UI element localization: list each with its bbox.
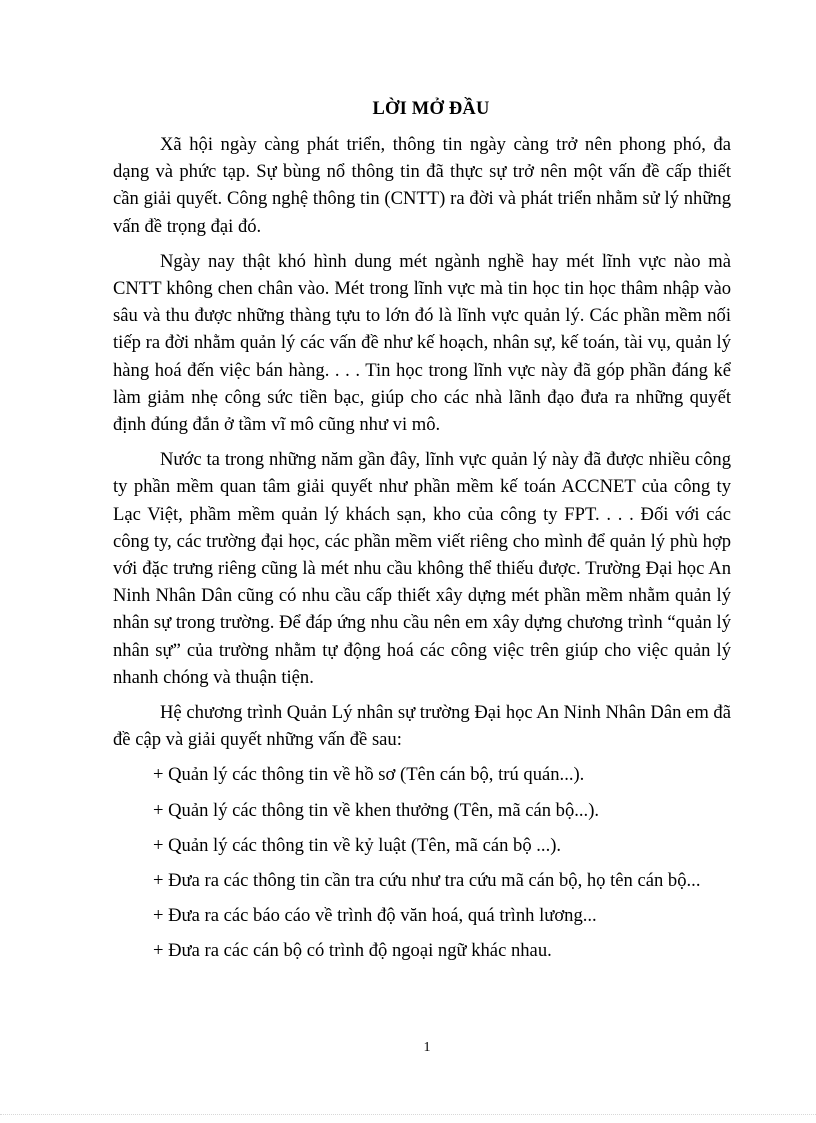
- list-item: + Đưa ra các thông tin cần tra cứu như tra cứu mã cán bộ, họ tên cán bộ...: [153, 870, 701, 892]
- paragraph-intro: Xã hội ngày càng phát triển, thông tin ngày càng trở nên phong phó, đa dạng và phức tạp. Sự bùng nổ thông tin đã thực sự trở nên một vấn đề cấp thiết cần giải quyết. Công nghệ thông tin (CNTT) ra đời và phát triển nhằm sử lý những vấn đề trọng đại đó.: [113, 134, 731, 237]
- feature-list: [113, 761, 731, 964]
- paragraph-program-scope: Hệ chương trình Quản Lý nhân sự trường Đại học An Ninh Nhân Dân em đã đề cập và giải quyết những vấn đề sau:: [113, 702, 731, 751]
- list-item: + Quản lý các thông tin về hồ sơ (Tên cán bộ, trú quán...).: [153, 764, 585, 786]
- page-number: 1: [423, 1040, 431, 1055]
- paragraph-it-in-management: Ngày nay thật khó hình dung mét ngành nghề hay mét lĩnh vực nào mà CNTT không chen chân vào. Mét trong lĩnh vực mà tin học tin học thâm nhập vào sâu và thu được những thàng tựu to lớn đó là lĩnh vực quản lý. Các phần mềm nối tiếp ra đời nhằm quản lý các vấn đề như kế hoạch, nhân sự, kế toán, tài vụ, quản lý hàng hoá đến việc bán hàng. . . . Tin học trong lĩnh vực này đã góp phần đáng kể làm giảm nhẹ công sức tiền bạc, giúp cho các nhà lãnh đạo đưa ra những quyết định đúng đắn ở tầm vĩ mô cũng như vi mô.: [113, 250, 731, 436]
- list-item: + Đưa ra các báo cáo về trình độ văn hoá, quá trình lương...: [153, 905, 597, 927]
- list-item: + Quản lý các thông tin về khen thưởng (Tên, mã cán bộ...).: [153, 799, 600, 821]
- paragraph-software-in-vietnam: Nước ta trong những năm gần đây, lĩnh vực quản lý này đã được nhiều công ty phần mềm quan tâm giải quyết như phần mềm kế toán ACCNET của công ty Lạc Việt, phầm mềm quản lý khách sạn, kho của công ty FPT. . . . Đối với các công ty, các trường đại học, các phần mềm viết riêng cho mình để quản lý phù hợp với đặc trưng riêng cũng là mét nhu cầu không thể thiếu được. Trường Đại học An Ninh Nhân Dân cũng có nhu cầu cấp thiết xây dựng mét phần mềm nhằm quản lý nhân sự trong trường. Để đáp ứng nhu cầu nên em xây dựng chương trình “quản lý nhân sự” của trường nhằm tự động hoá các công việc trên giúp cho việc quản lý nhanh chóng và thuận tiện.: [113, 449, 731, 688]
- list-item: + Quản lý các thông tin về kỷ luật (Tên, mã cán bộ ...).: [153, 834, 562, 856]
- document-body: [113, 131, 731, 973]
- page-edge-divider: [0, 1114, 816, 1115]
- list-item: + Đưa ra các cán bộ có trình độ ngoại ngữ khác nhau.: [153, 940, 552, 962]
- page-title: LỜI MỞ ĐẦU: [372, 99, 490, 119]
